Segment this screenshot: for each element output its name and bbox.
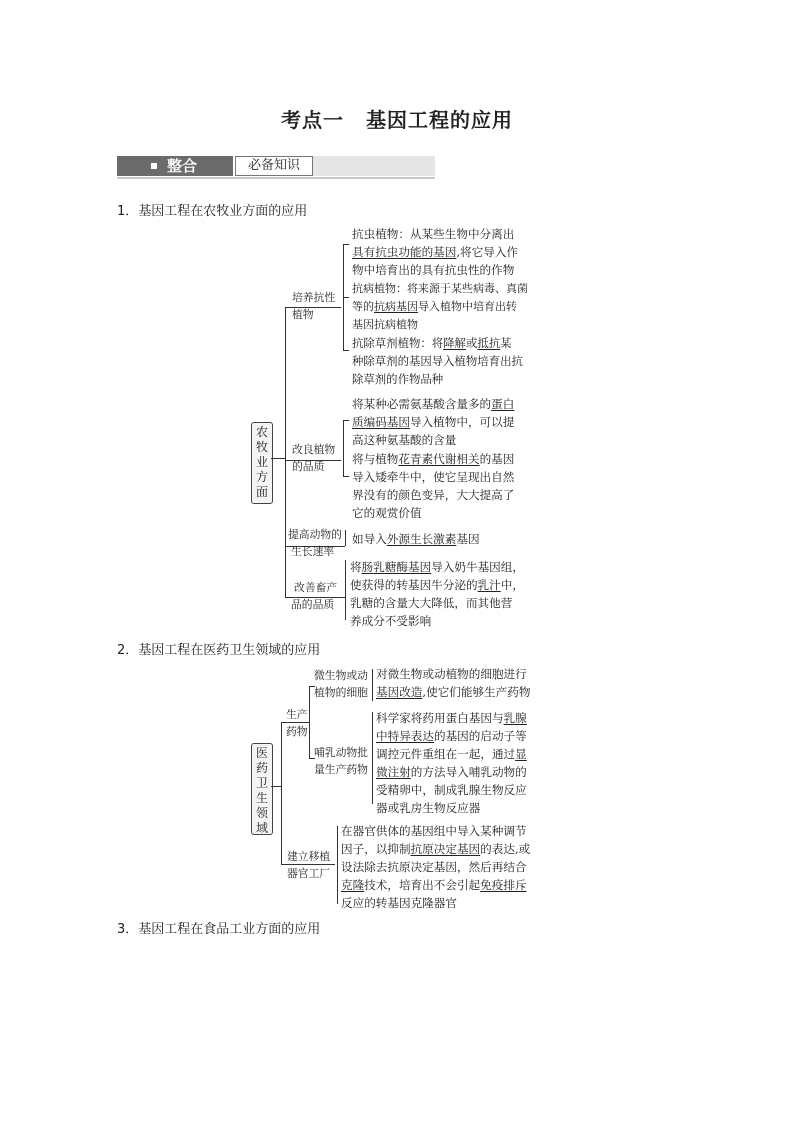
label-line: 改良植物 [292, 443, 336, 456]
item-growth-hormone [352, 530, 480, 548]
text: 中， [500, 578, 524, 592]
key-term: 基因改造 [376, 685, 423, 699]
item-amino-acid [352, 395, 514, 449]
key-term: 蛋白 [491, 397, 515, 411]
text: ,将它导入作 [456, 245, 519, 259]
text-line [341, 840, 530, 858]
text-line: 种除草剂的基因导入植物培育出抗 [352, 354, 523, 368]
key-term: 中特异表达 [376, 729, 434, 743]
label-line: 量生产药物 [314, 763, 368, 776]
text-line: 它的观赏价值 [352, 506, 422, 520]
connector [271, 458, 285, 459]
text-line [376, 709, 527, 727]
bracket [343, 244, 349, 245]
text-line: 除草剂的作物品种 [352, 372, 444, 386]
branch-label-produce-drugs [286, 706, 308, 740]
bracket [309, 686, 310, 758]
label-line: 微生物或动 [314, 669, 368, 682]
section1-heading: 1．基因工程在农牧业方面的应用 [117, 204, 308, 219]
text: 的基因的启动子等 [433, 729, 527, 743]
text: 等的 [352, 300, 374, 313]
text-line: 界没有的颜色变异，大大提高了 [352, 488, 515, 502]
key-term: 抗病基因 [374, 300, 418, 313]
key-term: 外源生长激素 [386, 532, 457, 546]
item-mammary-bioreactor [376, 709, 527, 817]
key-term: 免疫排斥 [480, 878, 527, 892]
page-title [0, 104, 794, 133]
branch-label-organ-factory [287, 848, 330, 882]
item-disease-resistant [352, 280, 528, 334]
key-term: 克隆 [341, 878, 365, 892]
bracket [345, 530, 346, 546]
bracket [372, 712, 373, 804]
text-line: 乳糖的含量大大降低，而其他营 [350, 596, 513, 610]
label-line: 提高动物的 [288, 528, 342, 541]
sub-label-mammal-drugs [314, 744, 368, 778]
section1-root-box: 农牧业方面 [251, 422, 273, 504]
section2-heading: 2．基因工程在医药卫生领域的应用 [117, 643, 321, 658]
text: 技术，培育出不会引起 [364, 878, 481, 892]
title-part2: 基因工程的应用 [366, 108, 513, 132]
key-term: 花青素代谢相关 [398, 452, 480, 466]
text-line [352, 334, 523, 352]
bracket [345, 560, 346, 620]
banner-fill [313, 156, 435, 176]
label-line: 哺乳动物批 [314, 746, 368, 759]
key-term: 乳腺 [503, 711, 527, 725]
bullet-square-icon [151, 163, 157, 169]
text: 调控元件重组在一起，通过 [376, 747, 516, 761]
text-line: 抗虫植物：从某些生物中分离出 [352, 227, 515, 241]
bracket [343, 420, 349, 421]
branch-label-livestock-quality [291, 579, 337, 613]
key-term: 降解 [443, 336, 466, 350]
text: 科学家将药用蛋白基因与 [376, 711, 504, 725]
sub-label-microbe-cells [314, 667, 368, 701]
text: 的方法导入哺乳动物的 [410, 765, 527, 779]
text: 使获得的转基因牛分泌的 [350, 578, 478, 592]
text-line [350, 576, 524, 594]
bracket [372, 669, 373, 701]
text-line: 基因抗病植物 [352, 318, 418, 331]
banner-rule [117, 177, 435, 179]
text-line [341, 876, 530, 894]
label-line: 植物 [292, 308, 314, 321]
bracket [343, 476, 349, 477]
label-line: 改善畜产 [294, 581, 338, 594]
text-line [352, 395, 514, 413]
section3-heading: 3．基因工程在食品工业方面的应用 [117, 922, 321, 937]
text-line [376, 763, 527, 781]
label-line: 生产 [286, 708, 308, 721]
text-line [352, 413, 514, 431]
label-line: 生长速率 [291, 545, 335, 558]
text-line: 抗病植物：将来源于某些病毒、真菌 [352, 282, 528, 295]
text-line: 在器官供体的基因组中导入某种调节 [341, 824, 527, 838]
text: 将某种必需氨基酸含量多的 [352, 397, 492, 411]
label-line: 植物的细胞 [314, 686, 368, 699]
title-part1: 考点一 [281, 108, 344, 132]
label-line: 的品质 [292, 460, 325, 473]
text-line [376, 727, 527, 745]
text-line: 器或乳房生物反应器 [376, 801, 481, 815]
label-line: 建立移植 [287, 850, 331, 863]
text-line: 设法除去抗原决定基因，然后再结合 [341, 860, 527, 874]
key-term: 乳汁 [477, 578, 501, 592]
text-line [376, 683, 530, 701]
branch-label-growth-rate [288, 526, 342, 560]
branch-label-resistant-plants [292, 289, 335, 323]
section2-root-box: 医药卫生领域 [251, 743, 273, 835]
text: 导入植物中，可以提 [409, 415, 515, 429]
branch-label-improve-quality [292, 441, 335, 475]
text: 抗除草剂植物：将 [352, 336, 444, 350]
bracket [343, 297, 349, 298]
text-line: 导入矮牵牛中，使它呈现出自然 [352, 470, 515, 484]
text: 某 [500, 336, 512, 350]
text-line: 受精卵中，制成乳腺生物反应 [376, 783, 527, 797]
item-gene-modification [376, 665, 530, 701]
key-term: 微注射 [376, 765, 411, 779]
banner-sub-label: 必备知识 [235, 156, 313, 176]
text-line: 养成分不受影响 [350, 614, 432, 628]
text: 或 [465, 336, 478, 350]
bracket [343, 350, 349, 351]
key-term: 质编码基因 [352, 415, 410, 429]
label-line: 药物 [286, 725, 308, 738]
section-banner [117, 156, 435, 180]
text: 的表达,或 [480, 842, 531, 856]
item-herbicide-resistant [352, 334, 523, 388]
connector [271, 786, 281, 787]
text: 基因 [456, 532, 480, 546]
connector [281, 722, 282, 864]
item-insect-resistant [352, 225, 518, 279]
label-line: 品的品质 [291, 598, 335, 611]
key-term: 抗原决定基因 [410, 842, 481, 856]
item-anthocyanin [352, 450, 514, 522]
key-term: 肠乳糖酶基因 [361, 560, 432, 574]
connector [285, 307, 286, 597]
key-term: 具有抗虫功能的基因 [352, 245, 457, 259]
text: 导入奶牛基因组， [431, 560, 524, 574]
label-line: 培养抗性 [292, 291, 336, 304]
banner-main-label: 整合 [167, 157, 198, 175]
text-line: 高这种氨基酸的含量 [352, 433, 457, 447]
bracket [343, 420, 344, 476]
text: 因子，以抑制 [341, 842, 411, 856]
text-line [350, 558, 524, 576]
text: 将与植物 [352, 452, 399, 466]
bracket [337, 826, 338, 904]
text-line: 反应的转基因克隆器官 [341, 896, 457, 910]
text-line [352, 243, 518, 261]
text-line: 对微生物或动植物的细胞进行 [376, 667, 527, 681]
text-line: 物中培育出的具有抗虫性的作物 [352, 263, 515, 277]
text: 将 [350, 560, 362, 574]
label-line: 器官工厂 [287, 867, 331, 880]
text: 导入植物中培育出转 [418, 300, 517, 313]
item-transgenic-organ [341, 822, 530, 912]
key-term: 显 [515, 747, 527, 761]
text: 的基因 [479, 452, 515, 466]
key-term: 抵抗 [477, 336, 501, 350]
text-line [376, 745, 527, 763]
item-lactase [350, 558, 524, 630]
text: 如导入 [352, 532, 387, 546]
text-line [352, 450, 514, 468]
text-line [352, 298, 528, 316]
banner-main-tab [117, 156, 233, 176]
text: ,使它们能够生产药物 [422, 685, 531, 699]
